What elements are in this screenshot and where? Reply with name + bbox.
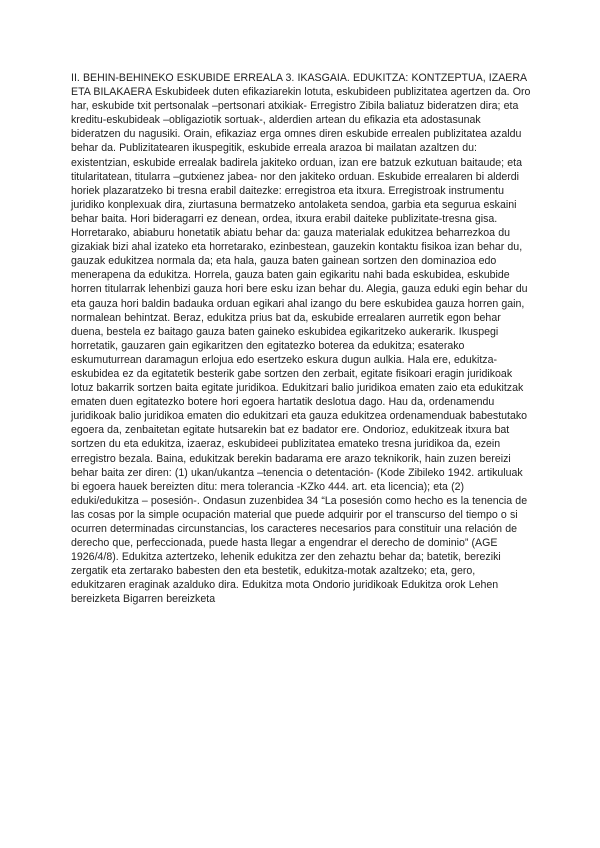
document-body-text: II. BEHIN-BEHINEKO ESKUBIDE ERREALA 3. IKASGAIA. EDUKITZA: KONTZEPTUA, IZAERA ETA BILAKAERA Eskubideek duten efikaziarekin lotuta, eskubideen publizitatea agertzen da. Oro har, eskubide txit pertsonalak –pertsonari atxikiak- Erregistro Zibila baliatuz bideratzen dira; eta kreditu-eskubideak –obligaziotik sortuak-, alderdien artean du efikazia eta adostasunak bideratzen du nagusiki. Orain, efikaziaz erga omnes diren eskubide errealen publizitatea azaldu behar da. Publizitatearen ikuspegitik, eskubide erreala arazoa bi mailatan azaltzen du: existentzian, eskubide errealak badirela jakiteko orduan, izan ere batzuk ezkutuan baitaude; eta titularitatean, titularra –gutxienez jabea- nor den jakiteko orduan. Eskubide errealaren bi alderdi horiek plazaratzeko bi tresna erabil daitezke: erregistroa eta itxura. Erregistroak instrumentu juridiko konplexuak dira, ziurtasuna bermatzeko antolaketa sendoa, garbia eta segurua eskaini behar baita. Hori bideragarri ez denean, ordea, itxura erabil daiteke publizitate-tresna gisa. Horretarako, abiaburu honetatik abiatu behar da: gauza materialak edukitzea beharrezkoa du gizakiak bizi ahal izateko eta horretarako, ezinbestean, gauzekin kontaktu fisikoa izan behar du, gauzak edukitzea normala da; eta hala, gauza baten gainean sortzen den dominazioa edo menerapena da edukitza. Horrela, gauza baten gain egikaritu nahi bada eskubidea, eskubide horren titularrak lehenbizi gauza hori bere esku izan behar du. Alegia, gauza eduki egin behar du eta gauza hori baldin badauka orduan egikari ahal izango du bere eskubidea gauza horren gain, normalean behintzat. Beraz, edukitza prius bat da, eskubide errealaren aurretik egon behar duena, bestela ez baitago gauza baten gaineko eskubidea egikaritzeko aukerarik. Ikuspegi horretatik, gauzaren gain egikaritzen den egitatezko boterea da edukitza; esaterako eskumuturrean daramagun erlojua edo esertzeko eskura dugun aulkia. Hala ere, edukitza-eskubidea ez da egitatetik besterik gabe sortzen den zerbait, egitate fisikoari eragin juridikoak lotuz bakarrik sortzen baita egitate juridikoa. Edukitzari balio juridikoa ematen zaio eta edukitzak ematen duen egitatezko botere hori egoera hartatik deslotua dago. Hau da, ordenamendu juridikoak balio juridikoa ematen dio edukitzari eta gauza edukitzea ordenamenduak babestutako egoera da, zenbaitetan egitate hutsarekin bat ez badator ere. Ondorioz, edukitzeak itxura bat sortzen du eta edukitza, izaeraz, eskubideei publizitatea emateko tresna juridikoa da, ezein erregistro bezala. Baina, edukitzak berekin badarama ere arazo teknikorik, hain zuzen bereizi behar baita zer diren: (1) ukan/ukantza –tenencia o detentación- (Kode Zibileko 1942. artikuluak bi egoera hauek bereizten ditu: mera tolerancia -KZko 444. art. eta licencia); eta (2) eduki/edukitza – posesión-. Ondasun zuzenbidea 34 “La posesión como hecho es la tenencia de las cosas por la simple ocupación material que puede adquirir por el transcurso del tiempo o si ocurren determinadas circunstancias, los caracteres necesarios para constituir una relación de derecho que, perfeccionada, puede hasta llegar a engendrar el derecho de dominio” (AGE 1926/4/8). Edukitza aztertzeko, lehenik edukitza zer den zehaztu behar da; batetik, bereziki zergatik eta zertarako babesten den eta bestetik, edukitza-motak azaltzeko; eta, gero, edukitzaren eraginak azalduko dira. Edukitza mota Ondorio juridikoak Edukitza orok Lehen bereizketa Bigarren bereizketa [71, 72, 531, 606]
